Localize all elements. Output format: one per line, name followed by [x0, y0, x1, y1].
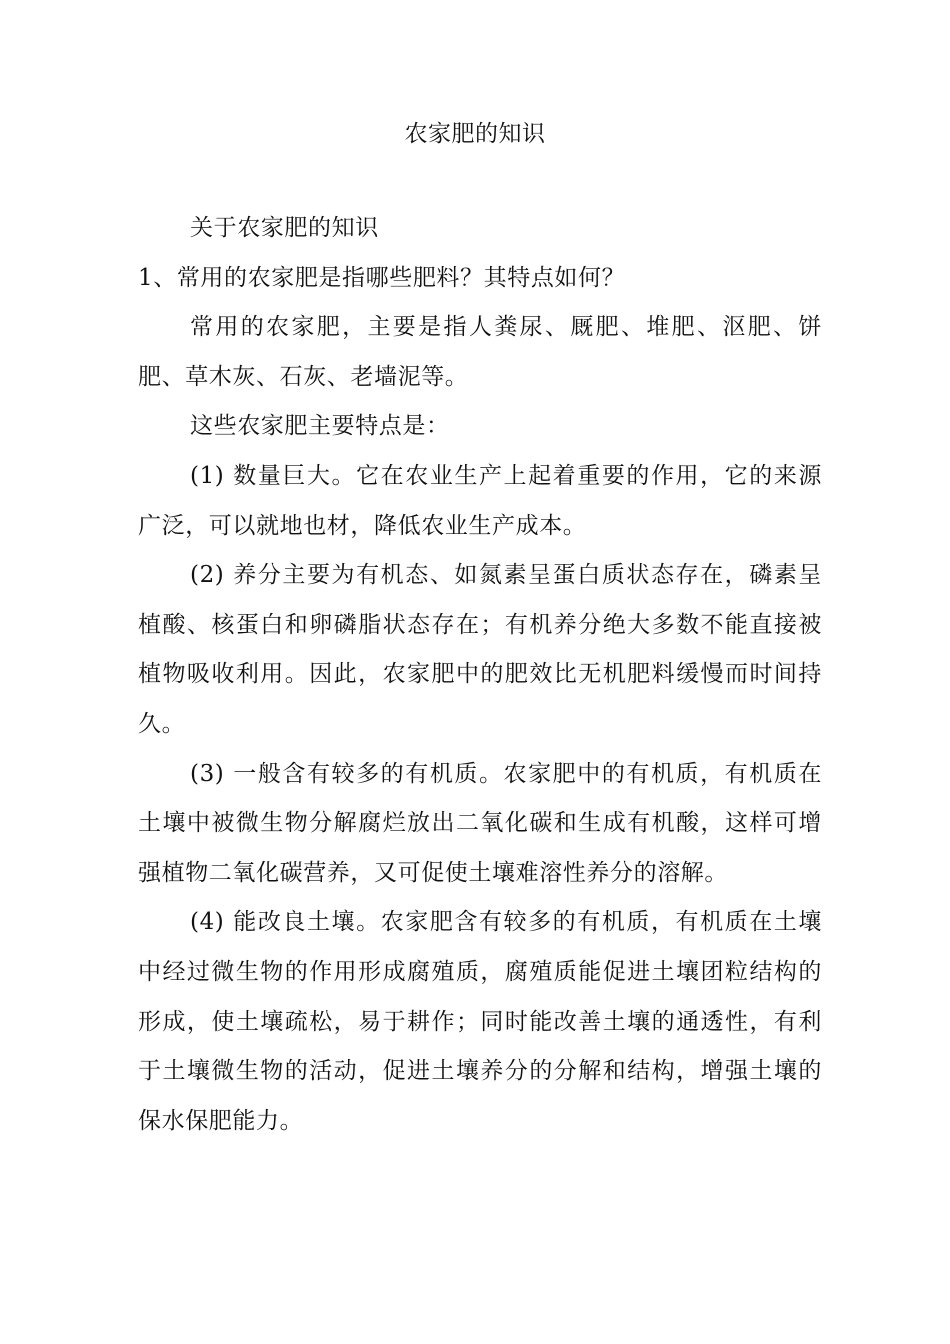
feature-1-paragraph: (1) 数量巨大。它在农业生产上起着重要的作用，它的来源广泛，可以就地也材，降低农业生产成本。 [138, 462, 822, 539]
document-title: 农家肥的知识 [404, 121, 546, 147]
feature-2-paragraph: (2) 养分主要为有机态、如氮素呈蛋白质状态存在，磷素呈植酸、核蛋白和卵磷脂状态存在；有机养分绝大多数不能直接被植物吸收利用。因此，农家肥中的肥效比无机肥料缓慢而时间持久。 [138, 562, 822, 737]
features-intro-paragraph: 这些农家肥主要特点是： [190, 413, 450, 440]
question-heading: 1、常用的农家肥是指哪些肥料？其特点如何？ [138, 264, 626, 291]
feature-3-paragraph: (3) 一般含有较多的有机质。农家肥中的有机质，有机质在土壤中被微生物分解腐烂放出二氧化碳和生成有机酸，这样可增强植物二氧化碳营养，又可促使土壤难溶性养分的溶解。 [138, 760, 822, 886]
document-body [138, 204, 822, 1146]
intro-heading: 关于农家肥的知识 [190, 215, 379, 241]
fertilizer-types-paragraph: 常用的农家肥，主要是指人粪尿、厩肥、堆肥、沤肥、饼肥、草木灰、石灰、老墙泥等。 [138, 314, 822, 390]
feature-4-paragraph: (4) 能改良土壤。农家肥含有较多的有机质，有机质在土壤中经过微生物的作用形成腐殖质，腐殖质能促进土壤团粒结构的形成，使土壤疏松，易于耕作；同时能改善土壤的通透性，有利于土壤微生物的活动，促进土壤养分的分解和结构，增强土壤的保水保肥能力。 [138, 909, 822, 1134]
